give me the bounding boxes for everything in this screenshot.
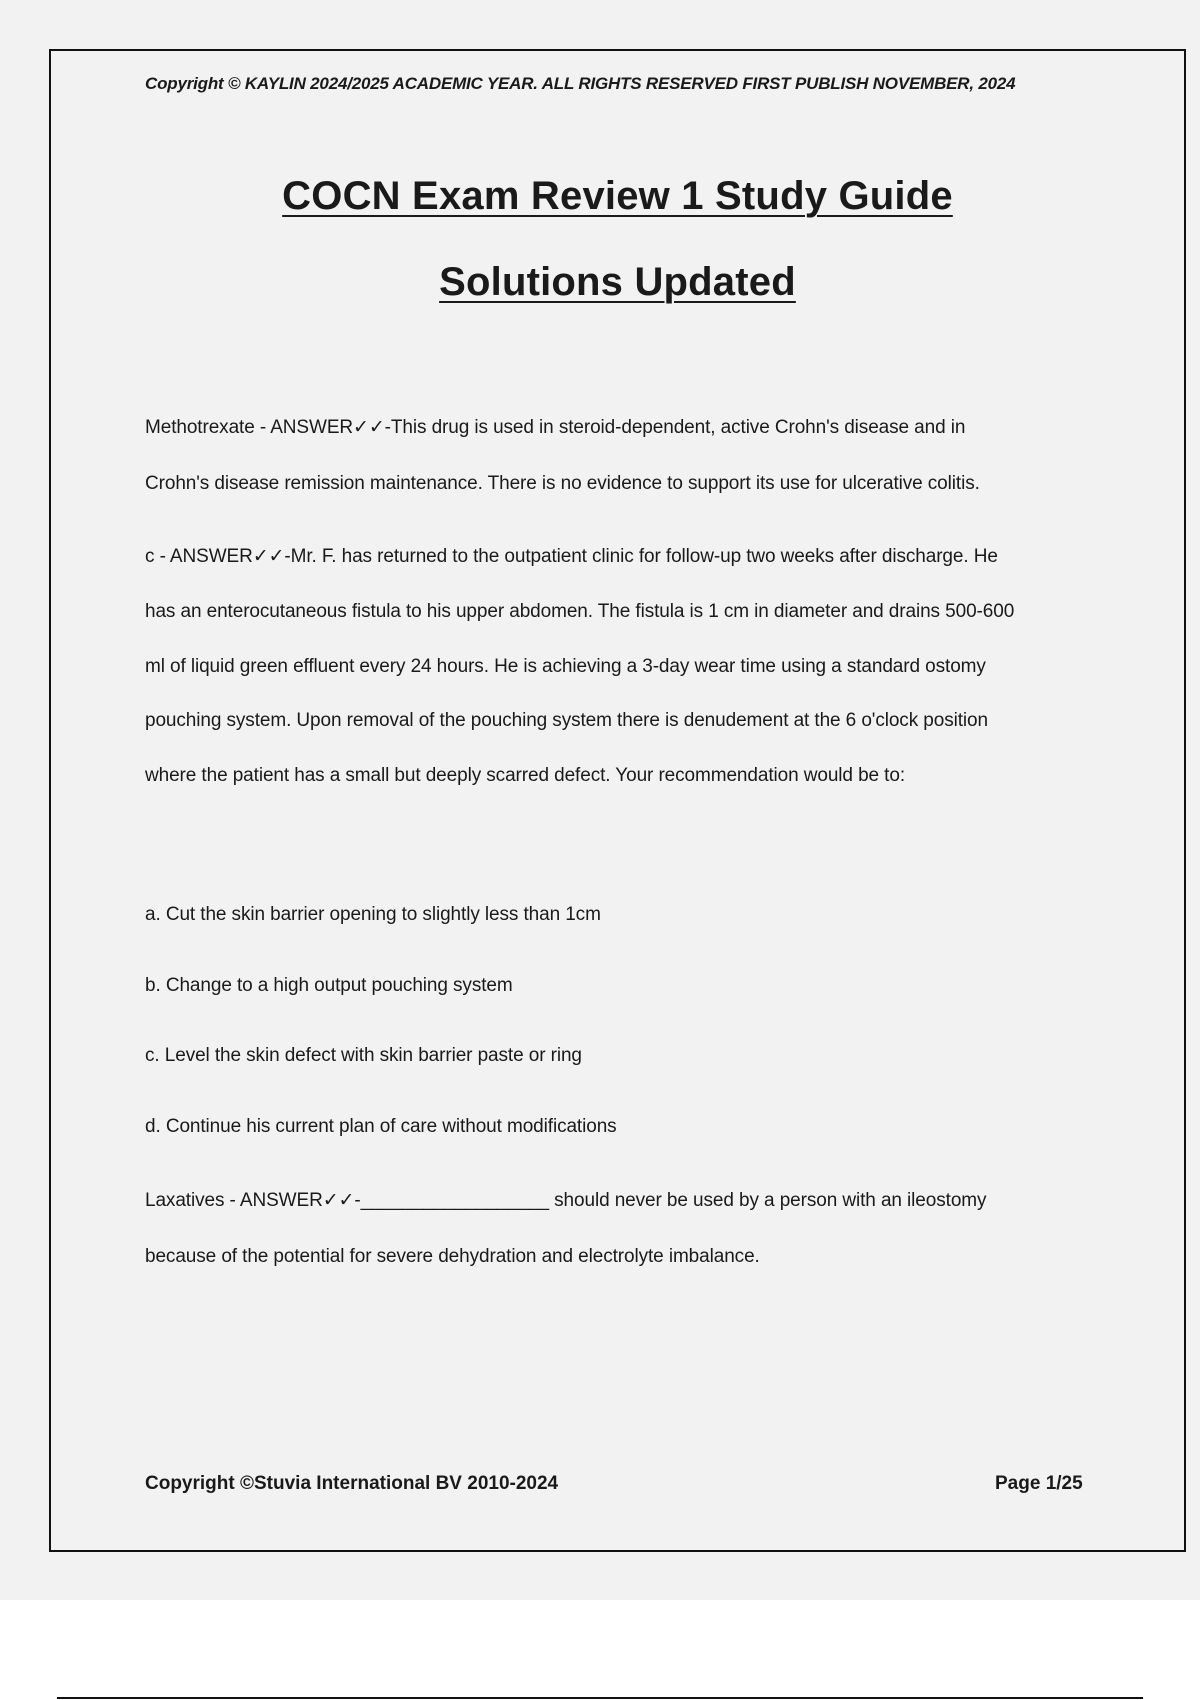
option-d: d. Continue his current plan of care without modifications bbox=[145, 1116, 617, 1137]
question-2-line-1: c - ANSWER✓✓-Mr. F. has returned to the outpatient clinic for follow-up two weeks after discharge. He bbox=[145, 546, 998, 567]
question-3-line-1: Laxatives - ANSWER✓✓-__________________ should never be used by a person with an ileostomy bbox=[145, 1190, 987, 1211]
header-copyright: Copyright © KAYLIN 2024/2025 ACADEMIC YEAR. ALL RIGHTS RESERVED FIRST PUBLISH NOVEMBER, 2024 bbox=[145, 74, 1016, 93]
option-c: c. Level the skin defect with skin barrier paste or ring bbox=[145, 1045, 582, 1066]
question-3-line-2: because of the potential for severe dehydration and electrolyte imbalance. bbox=[145, 1246, 760, 1267]
page-number: Page 1/25 bbox=[995, 1473, 1083, 1494]
question-1-line-1: Methotrexate - ANSWER✓✓-This drug is used in steroid-dependent, active Crohn's disease and in bbox=[145, 417, 966, 438]
footer-copyright: Copyright ©Stuvia International BV 2010-2024 bbox=[145, 1473, 559, 1494]
document-title-line-1 bbox=[0, 174, 1200, 219]
option-a: a. Cut the skin barrier opening to slightly less than 1cm bbox=[145, 904, 601, 925]
question-2-line-5: where the patient has a small but deeply scarred defect. Your recommendation would be to: bbox=[145, 765, 906, 786]
title-text-1: COCN Exam Review 1 Study Guide bbox=[282, 174, 953, 218]
question-2-line-3: ml of liquid green effluent every 24 hours. He is achieving a 3-day wear time using a standard ostomy bbox=[145, 656, 986, 677]
title-text-2: Solutions Updated bbox=[439, 260, 796, 304]
next-page-divider bbox=[57, 1697, 1143, 1699]
question-2-line-4: pouching system. Upon removal of the pouching system there is denudement at the 6 o'clock position bbox=[145, 710, 988, 731]
question-2-line-2: has an enterocutaneous fistula to his upper abdomen. The fistula is 1 cm in diameter and drains 500-600 bbox=[145, 601, 1015, 622]
question-1-line-2: Crohn's disease remission maintenance. There is no evidence to support its use for ulcerative colitis. bbox=[145, 473, 980, 494]
option-b: b. Change to a high output pouching system bbox=[145, 975, 513, 996]
document-title-line-2 bbox=[0, 260, 1200, 305]
